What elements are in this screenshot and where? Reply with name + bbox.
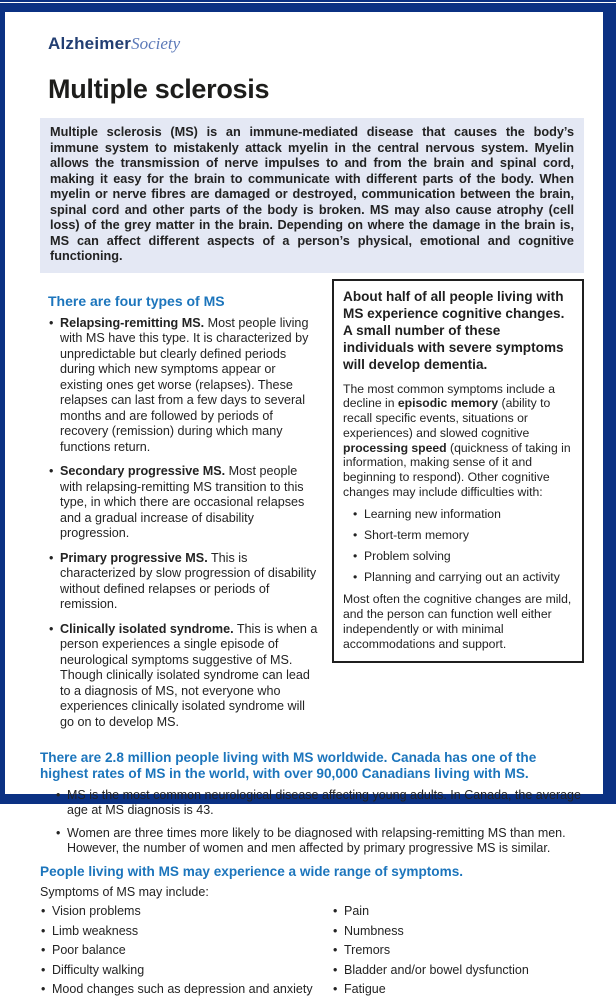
stats-section-heading: There are 2.8 million people living with MS worldwide. Canada has one of the highest rates of MS in the world, with over 90,000 Canadians living with MS. [40,750,537,781]
list-item: • Limb weakness [40,924,332,939]
symptoms-two-column-list [40,904,584,1002]
type-name: Clinically isolated syndrome. [60,621,234,636]
intro-highlight-box [40,118,584,273]
sidebar-headline: About half of all people living with MS experience cognitive changes. A small number of these individuals with severe symptoms will develop dementia. [343,288,565,372]
type-name: Relapsing-remitting MS. [60,315,205,330]
type-name: Secondary progressive MS. [60,464,226,478]
sidebar-text-segment: (quickness of taking in information, making sense of it and beginning to respond). Other cognitive changes may include difficulties with: [343,440,571,500]
list-item: • Poor balance [40,943,332,958]
sidebar-text-segment: The most common symptoms include a decline in [343,381,556,411]
sidebar-paragraph [343,382,573,500]
types-section-heading: There are four types of MS [48,292,225,309]
list-item: • Learning new information [353,507,573,522]
list-item: • Vision problems [40,904,332,919]
logo-text-alzheimer: Alzheimer [48,34,132,53]
page-top-accent-strip [0,0,616,2]
sidebar-bold-term: processing speed [343,440,447,455]
symptoms-section [40,864,584,1002]
list-item: • Problem solving [353,549,573,564]
page-frame [0,3,616,996]
type-description: This is characterized by slow progression of disability without defined relapses or periods of remission. [60,550,317,611]
sidebar-closing-paragraph: Most often the cognitive changes are mild, and the person can function well either independently or with minimal accommodations and support. [343,592,572,651]
alzheimer-society-logo [48,34,584,54]
list-item: • Bladder and/or bowel dysfunction [332,963,529,978]
types-of-ms-list [48,316,320,731]
cognitive-changes-sidebar-box [332,279,584,663]
stats-list [55,788,584,856]
symptoms-list-right [332,904,529,1002]
symptoms-section-heading: People living with MS may experience a wide range of symptoms. [40,864,464,879]
type-description: Most people living with MS have this type. It is characterized by unpredictable but clearly defined periods during which new symptoms appear or existing ones get worse (relapses). These relapses can last from a few days to several months and are followed by periods of recovery (remission) during which many functions return. [60,315,309,454]
list-item: • Fatigue [332,982,529,997]
intro-text: Multiple sclerosis (MS) is an immune-mediated disease that causes the body’s immune system to mistakenly attack myelin in the central nervous system. Myelin allows the transmission of nerve impulses to and from the brain and spinal cord, making it easy for the brain to communicate with different parts of the body. When myelin or nerve fibres are damaged or destroyed, communication between the brain, spinal cord and other parts of the body is broken. MS may also cause atrophy (cell loss) of the grey matter in the brain. Depending on where the damage in the brain is, MS can affect different aspects of a person’s physical, emotional and cognitive functioning. [50,125,574,263]
list-item: • MS is the most common neurological disease affecting young adults. In Canada, the average age at MS diagnosis is 43. [55,788,584,818]
list-item [48,622,320,731]
list-item: • Short-term memory [353,528,573,543]
two-column-area [40,279,584,740]
type-description: Most people with relapsing-remitting MS transition to this type, in which there are occasional relapses and a gradual increase of disability progression. [60,464,305,540]
sidebar-text-segment: (ability to recall specific events, situations or experiences) and slowed cognitive [343,396,551,440]
list-item [48,316,320,456]
list-item: • Tremors [332,943,529,958]
list-item: • Planning and carrying out an activity [353,570,573,585]
list-item: • Mood changes such as depression and anxiety [40,982,332,997]
symptoms-list-left [40,904,332,1002]
list-item [48,551,320,613]
list-item: • Numbness [332,924,529,939]
type-description: This is when a person experiences a single episode of neurological symptoms suggestive of MS. Though clinically isolated syndrome can lead to a diagnosis of MS, not everyone who experiences clinically isolated syndrome will go on to develop MS. [60,621,318,729]
page-title: Multiple sclerosis [48,74,270,104]
list-item [48,464,320,542]
list-item: • Pain [332,904,529,919]
type-name: Primary progressive MS. [60,550,208,565]
ms-statistics-section [40,750,584,856]
cognitive-difficulties-list [353,507,573,585]
sidebar-bold-term: episodic memory [397,396,499,411]
types-of-ms-column [40,279,332,740]
symptoms-intro-line: Symptoms of MS may include: [40,885,209,899]
logo-text-society: Society [131,34,181,53]
list-item: • Women are three times more likely to be diagnosed with relapsing-remitting MS than men. However, the number of women and men affected by primary progressive MS is similar. [55,826,584,856]
page-content [5,12,603,1002]
list-item: • Difficulty walking [40,963,332,978]
